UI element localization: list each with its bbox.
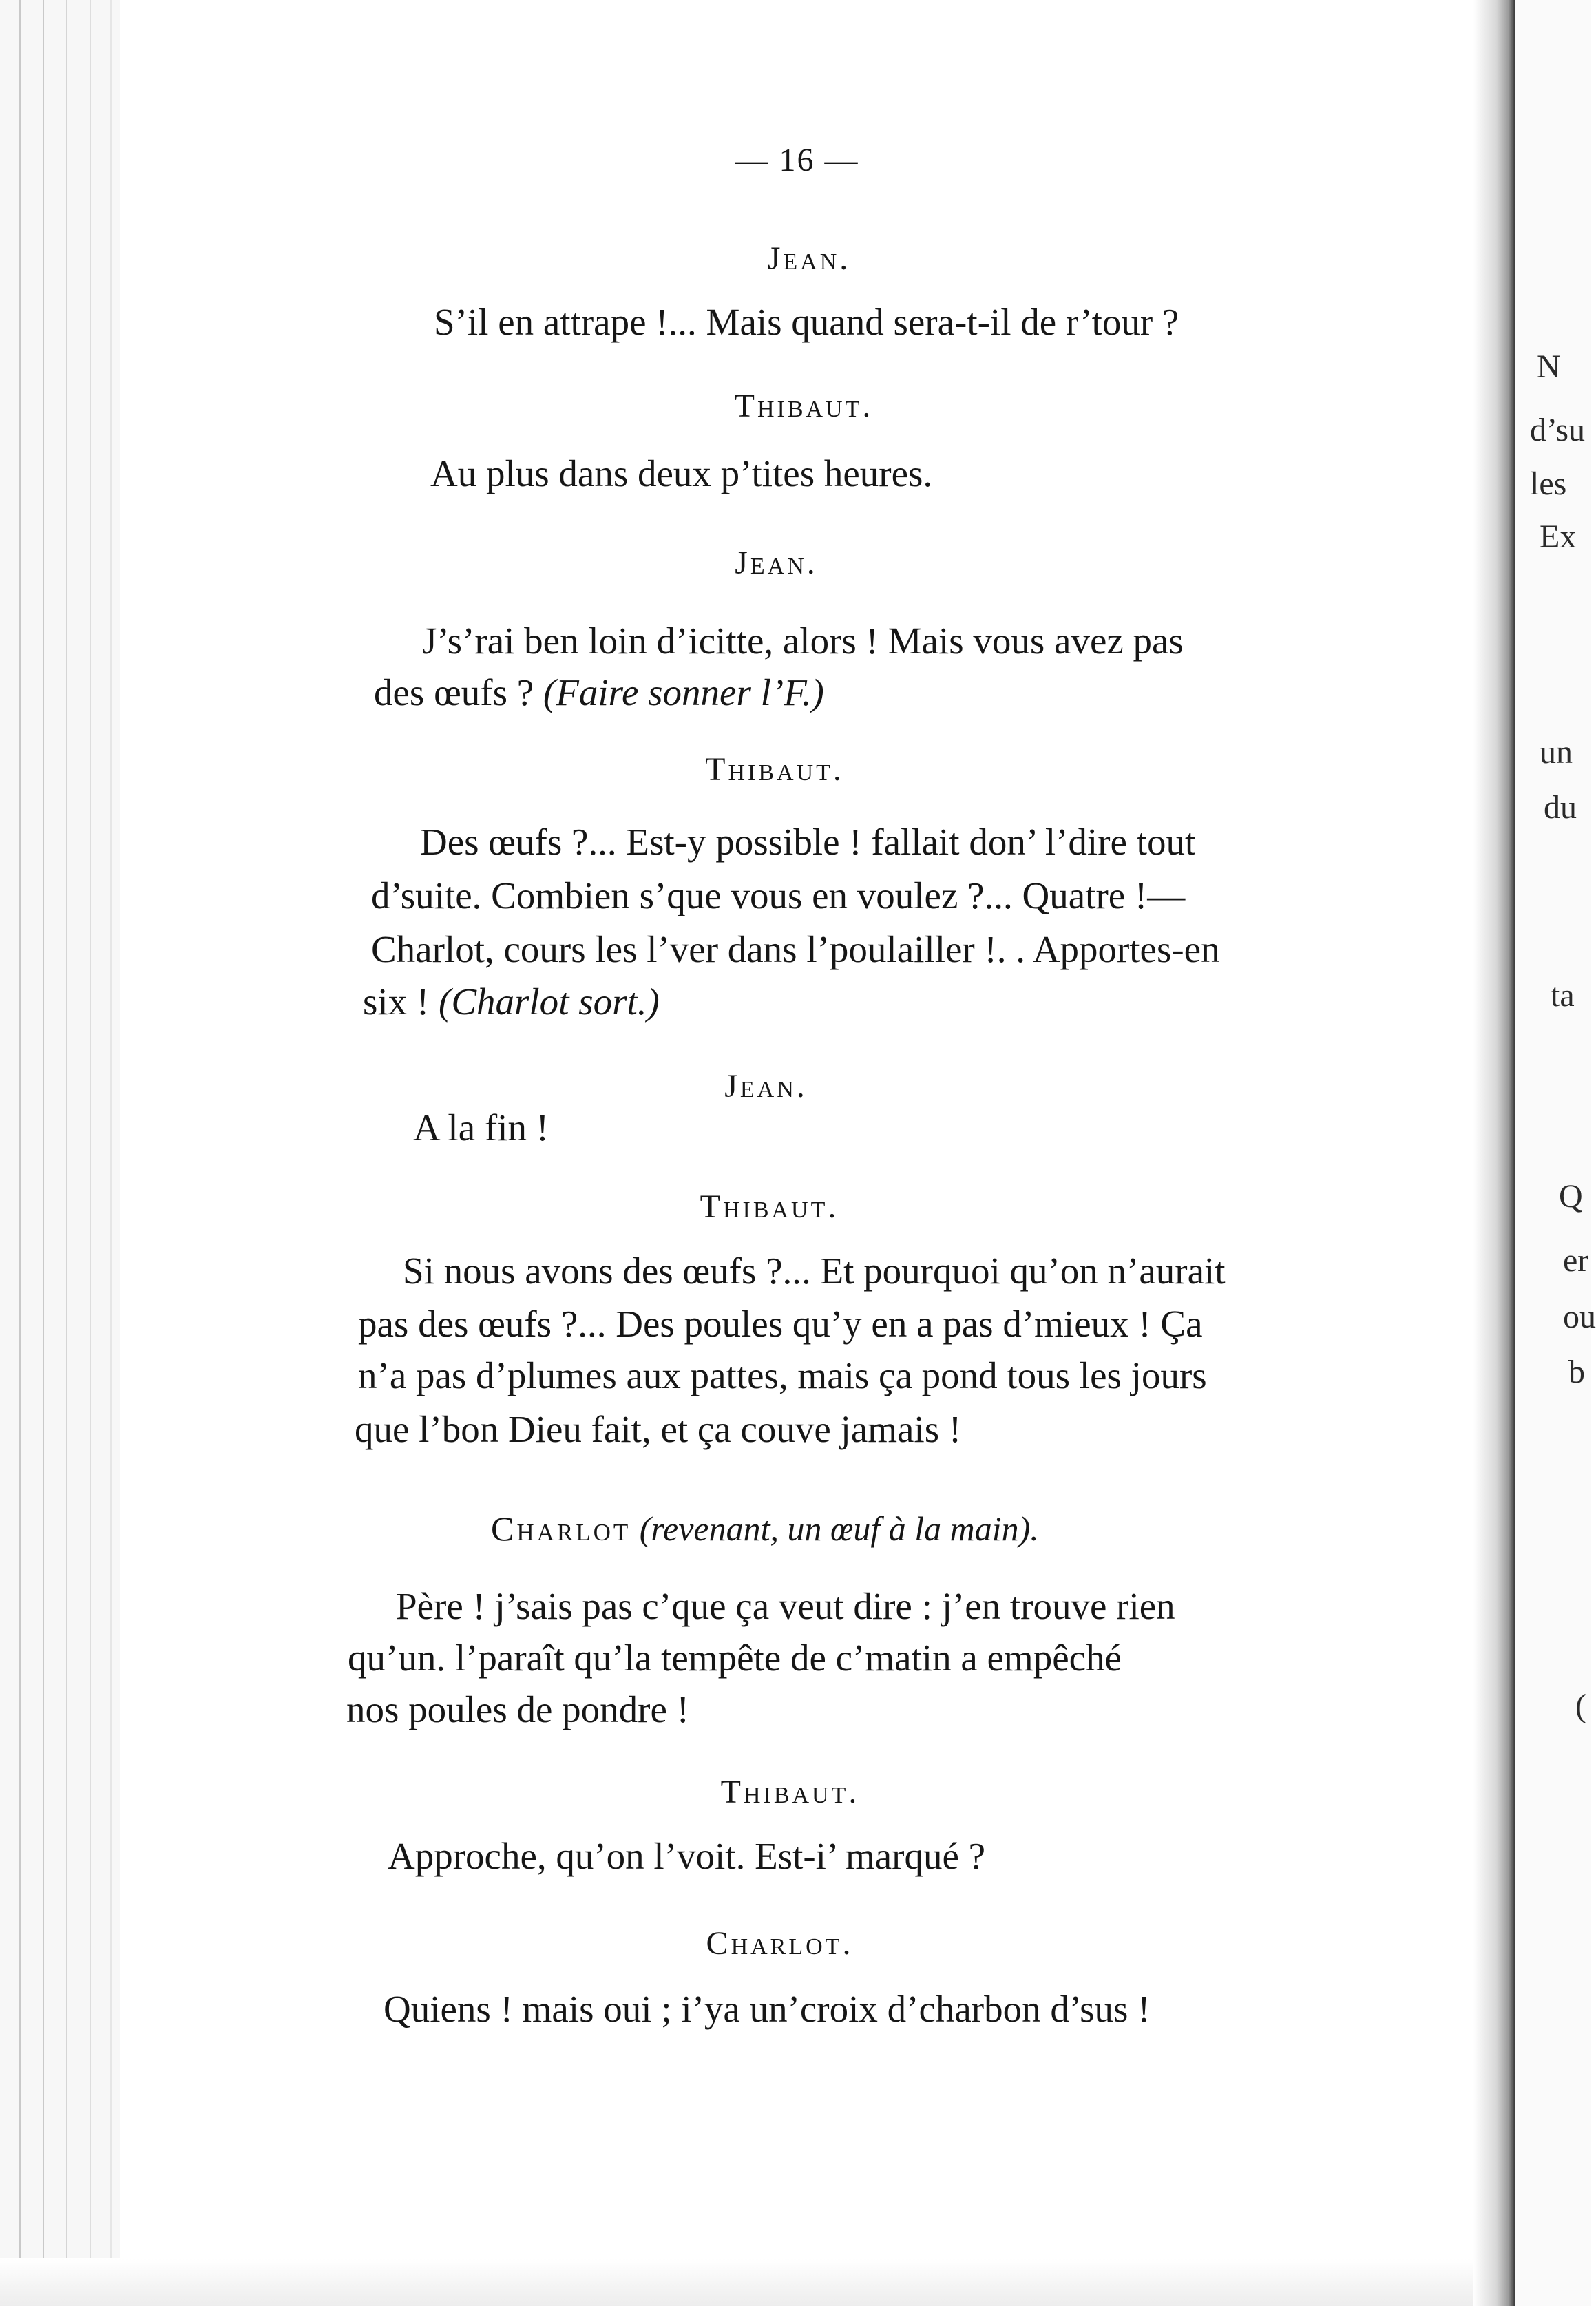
facing-page-fragment: ( xyxy=(1575,1688,1586,1724)
facing-page-fragment: N xyxy=(1537,348,1561,385)
dialogue-line: n’a pas d’plumes aux pattes, mais ça pond tous les jours xyxy=(358,1354,1207,1396)
page-edge xyxy=(66,0,67,2306)
dialogue-line: Père ! j’sais pas c’que ça veut dire : j’en trouve rien xyxy=(396,1585,1175,1627)
facing-page-fragment: er xyxy=(1563,1242,1589,1279)
facing-page-fragment: Q xyxy=(1559,1178,1583,1215)
dialogue-line: Si nous avons des œufs ?... Et pourquoi qu’on n’aurait xyxy=(403,1250,1226,1292)
dialogue-line: d’suite. Combien s’que vous en voulez ?... Quatre !— xyxy=(371,874,1186,916)
speaker-name: Thibaut. xyxy=(734,388,874,424)
dialogue-line: Des œufs ?... Est-y possible ! fallait don’ l’dire tout xyxy=(420,821,1196,863)
dialogue-line: Approche, qu’on l’voit. Est-i’ marqué ? xyxy=(388,1835,986,1877)
facing-page-fragment: un xyxy=(1540,734,1573,771)
speaker-name: Jean. xyxy=(767,240,851,277)
speaker-name: Charlot xyxy=(491,1509,631,1548)
dialogue-line xyxy=(363,981,660,1023)
dialogue-line: pas des œufs ?... Des poules qu’y en a pas d’mieux ! Ça xyxy=(358,1303,1203,1345)
dialogue-line: nos poules de pondre ! xyxy=(346,1688,689,1730)
dialogue-line: S’il en attrape !... Mais quand sera-t-il de r’tour ? xyxy=(434,301,1179,343)
stage-direction: (revenant, un œuf à la main). xyxy=(639,1509,1039,1548)
dialogue-line: que l’bon Dieu fait, et ça couve jamais ! xyxy=(355,1408,962,1450)
facing-page-fragment: d’su xyxy=(1530,412,1586,448)
dialogue-text: des œufs ? xyxy=(374,671,534,713)
dialogue-line xyxy=(374,673,824,711)
facing-page-fragment: du xyxy=(1544,789,1577,826)
facing-page-fragment: ou xyxy=(1563,1299,1596,1335)
dialogue-line: qu’un. l’paraît qu’la tempête de c’matin a empêché xyxy=(348,1637,1122,1679)
speaker-name: Thibaut. xyxy=(705,751,844,788)
dialogue-line: Au plus dans deux p’tites heures. xyxy=(430,452,933,494)
speaker-name: Thibaut. xyxy=(700,1188,839,1225)
dialogue-line: Quiens ! mais oui ; i’ya un’croix d’charbon d’sus ! xyxy=(384,1988,1151,2030)
dialogue-text: six ! xyxy=(363,981,430,1023)
facing-page-fragment: les xyxy=(1530,465,1567,502)
stage-direction: (Faire sonner l’F.) xyxy=(543,671,824,713)
book-page xyxy=(120,0,1473,2306)
dialogue-line: Charlot, cours les l’ver dans l’poulailler !. . Apportes-en xyxy=(371,928,1220,970)
facing-page xyxy=(1515,0,1596,2306)
facing-page-fragment: b xyxy=(1568,1354,1585,1390)
dialogue-line: A la fin ! xyxy=(413,1107,549,1149)
speaker-name: Thibaut. xyxy=(720,1774,860,1810)
speaker-name: Charlot. xyxy=(706,1925,854,1962)
stage-direction: (Charlot sort.) xyxy=(439,981,660,1023)
speaker-heading xyxy=(491,1511,1039,1546)
speaker-name: Jean. xyxy=(724,1068,808,1104)
facing-page-fragment: ta xyxy=(1551,977,1575,1014)
facing-page-fragment: Ex xyxy=(1540,518,1577,555)
page-number: — 16 — xyxy=(735,142,859,178)
page-edge xyxy=(19,0,21,2306)
book-gutter xyxy=(1473,0,1515,2306)
speaker-name: Jean. xyxy=(735,545,818,581)
page-edge xyxy=(43,0,44,2306)
dialogue-line: J’s’rai ben loin d’icitte, alors ! Mais vous avez pas xyxy=(422,620,1184,662)
